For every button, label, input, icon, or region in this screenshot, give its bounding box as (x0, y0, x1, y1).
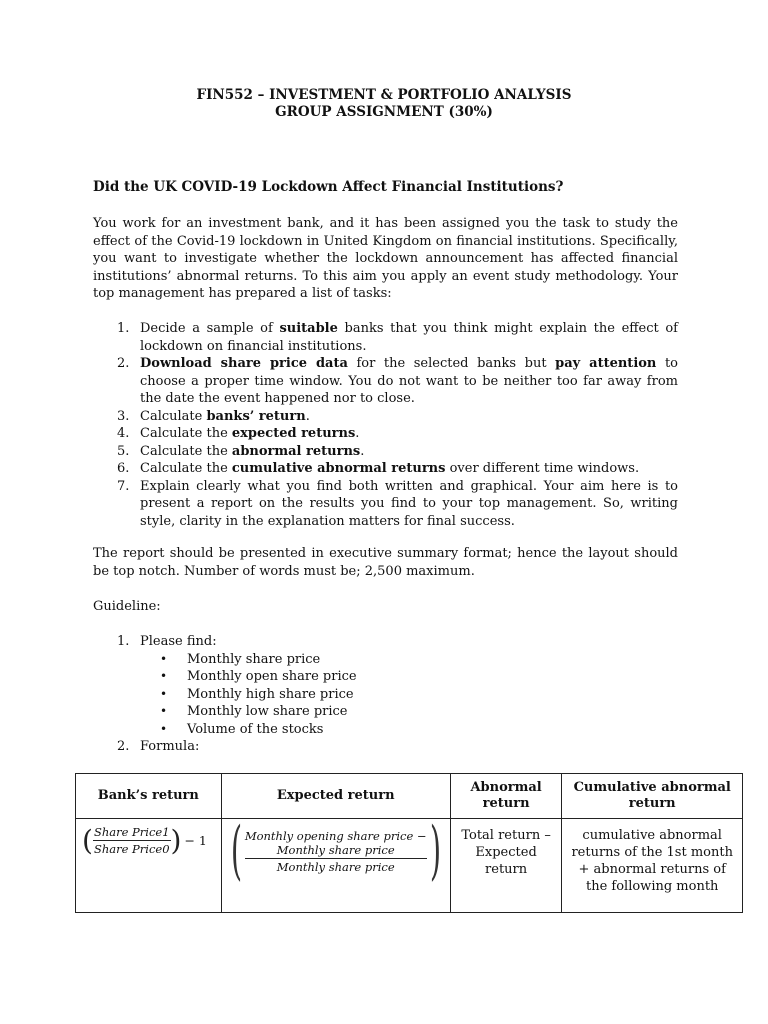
assignment-title: GROUP ASSIGNMENT (30%) (275, 104, 493, 120)
bullet-icon: • (160, 721, 168, 736)
list-item: • Monthly high share price (160, 686, 354, 702)
cumulative-return-formula: cumulative abnormal returns of the 1st month + abnormal returns of the following month (562, 819, 743, 913)
task-item: 3. Calculate banks’ return. (117, 408, 310, 424)
list-item: • Monthly open share price (160, 669, 357, 684)
data-bullet-list (140, 651, 678, 739)
task-list (93, 320, 678, 530)
guideline-item: 2. Formula: (117, 739, 200, 754)
formula-table (75, 773, 743, 913)
list-item: • Volume of the stocks (160, 721, 324, 737)
bullet-icon: • (160, 704, 168, 718)
column-header: Bank’s return (76, 774, 222, 819)
intro-paragraph: You work for an investment bank, and it has been assigned you the task to study the effect of the Covid-19 lockdown in United Kingdom on financial institutions. Specifically, you want to investigate whether the lockdown announcement has affected financial institutions’ abnormal returns. To this aim you apply an event study methodology. Your top management has prepared a list of tasks: (93, 216, 678, 301)
list-item: • Monthly low share price (160, 704, 348, 719)
task-item: 1. Decide a sample of suitable banks that you think might explain the effect of lockdown on financial institutions. (117, 321, 678, 354)
column-header: Abnormal return (450, 774, 562, 819)
guideline-list (93, 633, 678, 756)
list-item: • Monthly share price (160, 651, 321, 667)
guideline-item: 1. Please find: • Monthly share price • Monthly open share price • Monthly high share price • Monthly low share price • Volume of the stocks (93, 633, 678, 738)
bullet-icon: • (160, 651, 168, 666)
table-row (76, 819, 743, 913)
table-header-row (76, 774, 743, 819)
report-note: The report should be presented in executive summary format; hence the layout should be top notch. Number of words must be; 2,500 maximum. (93, 546, 678, 579)
expected-return-formula: ( Monthly opening share price − Monthly share price Monthly share price ) (221, 819, 450, 913)
task-item: 4. Calculate the expected returns. (117, 426, 360, 441)
course-title: FIN552 – INVESTMENT & PORTFOLIO ANALYSIS (196, 87, 572, 103)
bullet-icon: • (160, 686, 168, 701)
column-header: Cumulative abnormal return (562, 774, 743, 819)
abnormal-return-formula: Total return – Expected return (450, 819, 562, 913)
guideline-label: Guideline: (93, 599, 161, 614)
task-item: 7. Explain clearly what you find both written and graphical. Your aim here is to present a report on the results you find to your top management. So, writing style, clarity in the explanation matters for final success. (117, 478, 678, 529)
question-heading: Did the UK COVID-19 Lockdown Affect Financial Institutions? (93, 179, 564, 195)
task-item: 6. Calculate the cumulative abnormal returns over different time windows. (117, 461, 640, 476)
bullet-icon: • (160, 669, 168, 683)
bank-return-formula: ( $\frac{\text{Share Price1}}{\text{Share Price0}}$ ) − 1 (76, 819, 222, 913)
task-item: 2. Download share price data for the selected banks but pay attention to choose a proper time window. You do not want to be neither too far away from the date the event happened nor to close. (117, 356, 678, 406)
task-item: 5. Calculate the abnormal returns. (117, 443, 365, 459)
column-header: Expected return (221, 774, 450, 819)
